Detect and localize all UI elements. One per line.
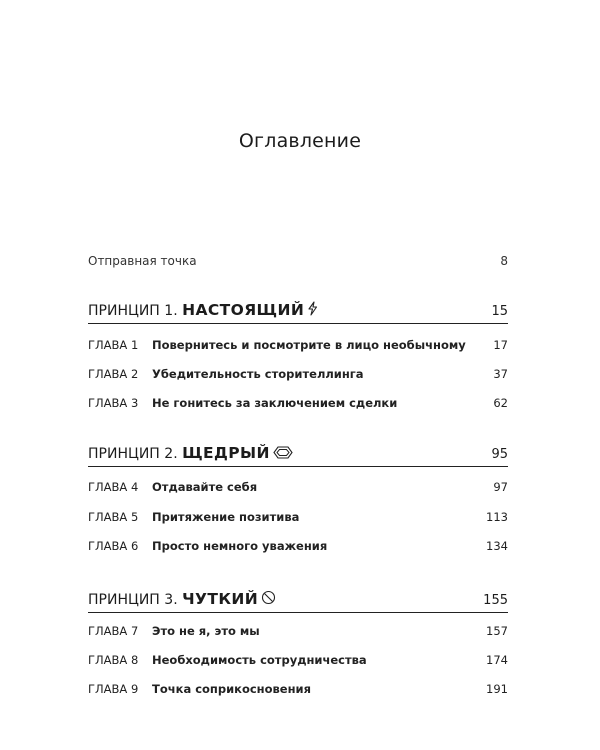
page-number: 134 xyxy=(486,539,508,553)
page-number: 191 xyxy=(486,682,508,696)
chapter-number: ГЛАВА 7 xyxy=(88,624,139,638)
toc-chapter-1[interactable] xyxy=(88,338,508,358)
principle-prefix: ПРИНЦИП 1. xyxy=(88,303,178,319)
chapter-title: Отдавайте себя xyxy=(152,480,258,494)
chapter-title: Не гонитесь за заключением сделки xyxy=(152,396,398,410)
toc-chapter-3[interactable] xyxy=(88,396,508,416)
chapter-number: ГЛАВА 5 xyxy=(88,510,139,524)
chapter-title: Убедительность сторителлинга xyxy=(152,367,364,381)
page-number: 157 xyxy=(486,624,508,638)
page-number: 95 xyxy=(491,447,508,462)
principle-name: ЧУТКИЙ xyxy=(182,590,259,608)
toc-principle-3[interactable] xyxy=(88,586,508,613)
chapter-number: ГЛАВА 2 xyxy=(88,367,139,381)
toc-chapter-9[interactable] xyxy=(88,682,508,702)
toc-chapter-4[interactable] xyxy=(88,480,508,500)
principle-prefix: ПРИНЦИП 3. xyxy=(88,592,178,608)
page-number: 17 xyxy=(493,338,508,352)
chapter-title: Необходимость сотрудничества xyxy=(152,653,367,667)
toc-chapter-6[interactable] xyxy=(88,539,508,559)
chapter-number: ГЛАВА 6 xyxy=(88,539,139,553)
chapter-number: ГЛАВА 9 xyxy=(88,682,139,696)
chapter-title: Это не я, это мы xyxy=(152,624,260,638)
chapter-title: Просто немного уважения xyxy=(152,539,328,553)
page-number: 15 xyxy=(491,304,508,319)
chapter-number: ГЛАВА 4 xyxy=(88,480,139,494)
principle-name: НАСТОЯЩИЙ xyxy=(182,301,305,319)
circle-slash-icon xyxy=(261,590,276,605)
toc-chapter-2[interactable] xyxy=(88,367,508,387)
chapter-title: Притяжение позитива xyxy=(152,510,300,524)
page-title: Оглавление xyxy=(238,130,362,152)
entry-title: Отправная точка xyxy=(88,254,197,268)
diamond-icon xyxy=(273,446,293,459)
chapter-number: ГЛАВА 1 xyxy=(88,338,139,352)
chapter-number: ГЛАВА 3 xyxy=(88,396,139,410)
page-number: 113 xyxy=(486,510,508,524)
page-number: 155 xyxy=(483,593,508,608)
principle-prefix: ПРИНЦИП 2. xyxy=(88,446,178,462)
chapter-title: Точка соприкосновения xyxy=(152,682,311,696)
chapter-number: ГЛАВА 8 xyxy=(88,653,139,667)
toc-principle-1[interactable] xyxy=(88,297,508,324)
page-number: 37 xyxy=(493,367,508,381)
page-number: 8 xyxy=(500,254,508,268)
principle-name: ЩЕДРЫЙ xyxy=(182,444,270,462)
page-number: 62 xyxy=(493,396,508,410)
toc-chapter-5[interactable] xyxy=(88,510,508,530)
toc-principle-2[interactable] xyxy=(88,440,508,467)
toc-chapter-8[interactable] xyxy=(88,653,508,673)
page-number: 174 xyxy=(486,653,508,667)
lightning-icon xyxy=(307,301,318,316)
chapter-title: Повернитесь и посмотрите в лицо необычному xyxy=(152,338,466,352)
page-number: 97 xyxy=(493,480,508,494)
toc-chapter-7[interactable] xyxy=(88,624,508,644)
toc-entry-start[interactable] xyxy=(88,254,508,274)
